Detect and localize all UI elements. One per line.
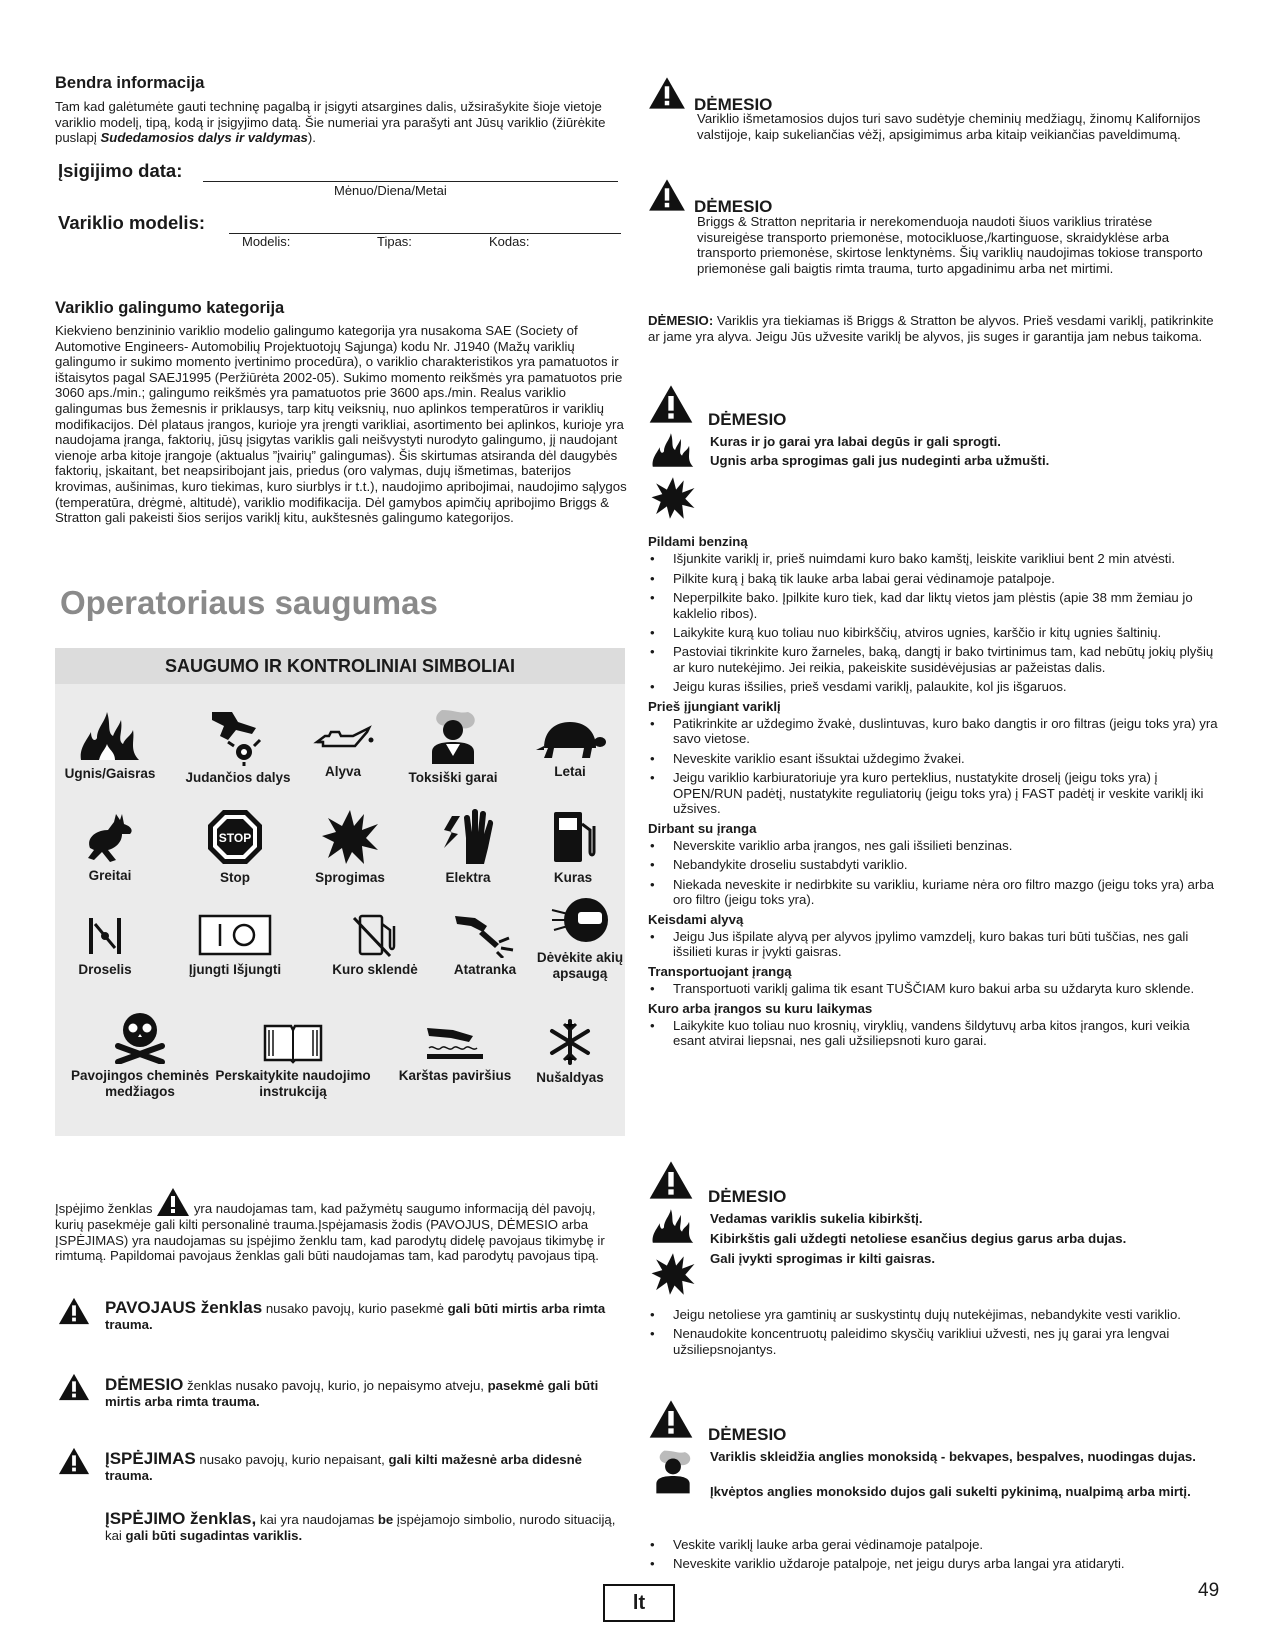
warning-definition: DĖMESIO ženklas nusako pavojų, kurio, jo nepaisymo atveju, pasekmė gali būti mirtis arba rimta trauma. (105, 1375, 599, 1409)
list-item: • Niekada neveskite ir nedirbkite su varikliu, kuriame nėra oro filtro mazgo (jeigu toks yra) arba oro filtro (jeigu toks yra). (648, 877, 1220, 908)
warning4-line1: Vedamas variklis sukelia kibirkštį. (710, 1211, 923, 1226)
warning2-alert-icon (648, 178, 686, 212)
list-item: • Nebandykite droseliu sustabdyti variklio. (648, 857, 1220, 872)
symbol-fuel-shutoff: Kuro sklendė (315, 912, 435, 978)
list-item: • Jeigu netoliese yra gamtinių ar suskystintų dujų nutekėjimas, nebandykite vesti variklio. (648, 1307, 1220, 1322)
code-hint: Kodas: (489, 234, 530, 249)
purchase-date-label: Įsigijimo data: (58, 160, 183, 181)
warning1-text: Variklio išmetamosios dujos turi savo sudėtyje cheminių medžiagų, žinomų Kalifornijos valstijoje, kaip sukeliančias vėžį, apsigimimus arba kitaip veikiančias paveldimumą. (697, 111, 1201, 142)
purchase-date-line (203, 162, 618, 182)
storage-list (648, 1018, 1220, 1049)
symbol-stop: STOP Stop (180, 808, 290, 886)
manual-book-icon (261, 1020, 325, 1064)
stop-sign-icon (206, 808, 264, 866)
warning4-explosion-icon (650, 1250, 696, 1298)
general-info-title: Bendra informacija (55, 74, 205, 92)
general-info-text: Tam kad galėtumėte gauti techninę pagalbą ir įsigyti atsargines dalis, užsirašykite šioje vietoje variklio modelį, tipą, kodą ir įsigyjimo datą. Šie numeriai yra parašyti ant Jūsų variklio (žiūrėkite puslapį Sudedamosios dalys ir valdymas). (55, 99, 606, 146)
electric-shock-icon (438, 808, 498, 866)
warning2-text: Briggs & Stratton nepritaria ir nerekomenduoja naudoti šiuos variklius triratėse visureigėse transporto priemonėse, motocikluose,/kartinguose, skraidyklėse arba transporto priemonėse, skirtose lenktynėms. Šių variklių naudojimas tokiose transporto priemonėse gali baigtis rimta trauma, turto apgadinimu arba net mirtimi. (697, 214, 1203, 276)
fire-icon (77, 710, 143, 762)
list-item: • Jeigu kuras išsilies, prieš vesdami variklį, palaukite, kol jis išgaruos. (648, 679, 1220, 694)
symbol-frostbite: Nušaldyas (525, 1018, 615, 1086)
symbol-explosion: Sprogimas (300, 808, 400, 886)
list-item: • Pilkite kurą į baką tik lauke arba labai gerai vėdinamoje patalpoje. (648, 571, 1220, 586)
symbol-fast: Greitai (60, 812, 160, 884)
list-item: • Neverskite variklio arba įrangos, nes gali išsilieti benzinas. (648, 838, 1220, 853)
page-number: 49 (1198, 1580, 1220, 1601)
transport-title: Transportuojant įrangą (648, 963, 792, 979)
warning5-alert-icon (648, 1399, 694, 1439)
symbol-slow: Letai (525, 718, 615, 780)
symbol-chemicals: Pavojingos cheminės medžiagos (60, 1010, 220, 1100)
explosion-icon (320, 808, 380, 866)
caution-definition: ĮSPĖJIMAS nusako pavojų, kurio nepaisant, gali kilti mažesnė arba didesnė trauma. (105, 1449, 583, 1483)
warning5-list-wrap (648, 1537, 1220, 1576)
list-item: • Nenaudokite koncentruotų paleidimo skysčių varikliui užvesti, nes jų garai yra lengvai užsiliepsnojantys. (648, 1326, 1220, 1357)
warning1-title: DĖMESIO (694, 95, 773, 114)
warning5-line1: Variklis skleidžia anglies monoksidą - bekvapes, bespalves, nuodingas dujas. (710, 1449, 1196, 1464)
warning2-title: DĖMESIO (694, 197, 773, 216)
list-item: • Neveskite variklio esant išsuktai uždegimo žvakei. (648, 751, 1220, 766)
hot-surface-icon (423, 1024, 487, 1064)
fueling-list (648, 551, 1220, 694)
warning5-list (648, 1537, 1220, 1572)
warning3-alert-icon (648, 384, 694, 424)
oil-change-list (648, 929, 1220, 960)
warning4-alert-icon (648, 1160, 694, 1200)
symbol-oil: Alyva (303, 720, 383, 780)
list-item: • Neveskite variklio uždaroje patalpoje, net jeigu durys arba langai yra atidaryti. (648, 1556, 1220, 1571)
toxic-fumes-icon (424, 708, 482, 766)
list-item: • Transportuoti variklį galima tik esant TUŠČIAM kuro bakui arba su uždaryta kuro sklende. (648, 981, 1220, 996)
operating-title: Dirbant su įranga (648, 820, 757, 836)
section-title: Operatoriaus saugumas (60, 584, 438, 621)
warning4-list-wrap (648, 1307, 1220, 1361)
symbol-moving-parts: Judančios dalys (173, 710, 303, 786)
symbol-toxic-fumes: Toksiški garai (393, 708, 513, 786)
warning5-title: DĖMESIO (708, 1425, 787, 1444)
symbol-kickback: Atatranka (440, 912, 530, 978)
engine-model-line (229, 214, 621, 234)
list-item: • Laikykite kuo toliau nuo krosnių, viryklių, vandens šildytuvų arba kitos įrangos, kuri veikia esant atvirai liepsnai, nes gali užsiliepsnoti kuro garai. (648, 1018, 1220, 1049)
power-rating-text: Kiekvieno benzininio variklio modelio galingumo kategorija yra nusakoma SAE (Society of Automotive Engineers- Automobilių Projektuotojų Sąjunga) kodu Nr. J1940 (Mažų variklių galingumo ir sukimo momento įvertinimo procedūra), o variklio charakteristikos yra pamatuotos ir ištaisytos pagal SAEJ1995 (Peržiūrėta 2002-05). Sukimo momento reikšmės yra pamatuotos prie 3060 aps./min.; galingumo reikšmės yra pamatuotos prie 3600 aps./min. Realus variklio galingumas bus žemesnis ir priklausys, tarp kitų veiksnių, nuo aplinkos temperatūros ir variklių modifikacijos. Dėl plataus įrangos, kurioje yra įrengti varikliai, asortimento bei aplinkos, kurioje yra naudojama įranga, faktorių, jūsų įsigytas variklis gali neišvystyti nurodyto galingumo, jį naudojant vienoje arba kitoje įrangoje (aktualus ”įvairių” galingumas). Šis skirtumas atsiranda dėl daugybės faktorių, įskaitant, bet neapsiribojant jais, priedus (oro valymas, dujų išmetimas, baterijos krovimas, aušinimas, kuro tiekimas, kuro siurblys ir t.t.), naudojimo apribojimai, naudojimo sąlygos (temperatūra, drėgmė, altitudė), variklio modifikacija. Dėl gamybos apimčių apribojimo Briggs & Stratton gali pakeisti šios serijos variklį kitu, aukštesnės galingumo kategorijos. (55, 323, 627, 526)
warning3-line2: Ugnis arba sprogimas gali jus nudeginti arba užmušti. (710, 453, 1050, 468)
eye-protection-icon (550, 894, 610, 946)
oil-notice: DĖMESIO: Variklis yra tiekiamas iš Briggs & Stratton be alyvos. Prieš vesdami variklį, patikrinkite ar jame yra alyva. Jeigu Jūs užvesite variklį be alyvos, jis suges ir garantija jam nebus taikoma. (648, 313, 1214, 344)
warning1-alert-icon (648, 76, 686, 110)
danger-alert-icon (58, 1296, 90, 1326)
list-item: • Išjunkite variklį ir, prieš nuimdami kuro bako kamštį, leiskite varikliui bent 2 min atvėsti. (648, 551, 1220, 566)
symbol-on-off: Įjungti Išjungti (155, 912, 315, 978)
warning4-title: DĖMESIO (708, 1187, 787, 1206)
fuel-pump-icon (548, 808, 598, 866)
warning3-title: DĖMESIO (708, 410, 787, 429)
warning3-line1: Kuras ir jo garai yra labai degūs ir gali sprogti. (710, 434, 1001, 449)
symbol-electric: Elektra (423, 808, 513, 886)
notice-definition: ĮSPĖJIMO ženklas, kai yra naudojamas be įspėjamojo simbolio, nurodo situaciją, kai gali būti sugadintas variklis. (105, 1509, 616, 1543)
list-item: • Veskite variklį lauke arba gerai vėdinamoje patalpoje. (648, 1537, 1220, 1552)
symbol-eye-protection: Dėvėkite akių apsaugą (535, 894, 625, 982)
symbols-panel (55, 648, 625, 1136)
engine-model-label: Variklio modelis: (58, 212, 206, 233)
choke-icon (83, 912, 127, 958)
type-hint: Tipas: (377, 234, 412, 249)
moving-parts-icon (208, 710, 268, 766)
alert-symbol-intro: Įspėjimo ženklas yra naudojamas tam, kad pažymėtų saugumo informaciją dėl pavojų, kurių pasekmėje gali kilti personalinė trauma.Įspėjamasis žodis (PAVOJUS, DĖMESIO arba ĮSPĖJIMAS) yra naudojamas su įspėjimo ženklu tam, kad parodytų didelę pavojaus tikimybę ir rimtumą. Papildomai pavojaus ženklas gali būti naudojamas tam, kad parodytų pavojaus tipą. (55, 1187, 625, 1264)
fueling-title: Pildami benziną (648, 534, 748, 549)
warning4-line2: Kibirkštis gali uždegti netoliese esančius degius garus arba dujas. (710, 1231, 1127, 1246)
warning5-line2: Įkvėptos anglies monoksido dujos gali sukelti pykinimą, nualpimą arba mirtį. (710, 1484, 1191, 1499)
starting-title: Prieš įjungiant variklį (648, 698, 781, 714)
date-format-hint: Mėnuo/Diena/Metai (334, 183, 447, 198)
list-item: • Jeigu Jus išpilate alyvą per alyvos įpylimo vamzdelį, kuro bakas turi būti tuščias, nes gali išsilieti kuras ir įvykti gaisras. (648, 929, 1220, 960)
rabbit-icon (80, 812, 140, 864)
storage-title: Kuro arba įrangos su kuru laikymas (648, 1000, 873, 1016)
caution-alert-icon (58, 1446, 90, 1476)
svg-text:STOP: STOP (218, 831, 252, 845)
model-hint: Modelis: (242, 234, 291, 249)
symbol-choke: Droselis (60, 912, 150, 978)
turtle-icon (534, 718, 606, 760)
warning4-line3: Gali įvykti sprogimas ir kilti gaisras. (710, 1251, 936, 1266)
list-item: • Jeigu variklio karbiuratoriuje yra kuro perteklius, nustatykite droselį (jeigu toks yra) į OPEN/RUN padėtį, nustatykite reguliatorių (jeigu toks yra) į FAST padėtį ir veskite variklį iki užsives. (648, 770, 1220, 816)
warning3-fire-icon (650, 430, 696, 470)
danger-definition: PAVOJAUS ženklas nusako pavojų, kurio pasekmė gali būti mirtis arba rimta trauma. (105, 1298, 606, 1332)
language-tab: lt (603, 1584, 675, 1622)
warning4-list (648, 1307, 1220, 1357)
warning3-explosion-icon (650, 474, 696, 522)
transport-list (648, 981, 1220, 996)
list-item: • Pastoviai tikrinkite kuro žarneles, baką, dangtį ir bako tvirtinimus tam, kad nebūtų jokių plyšių ar kuro nutekėjimo. Jei reikia, pakeiskite susidėvėjusias ar pažeistas dalis. (648, 644, 1220, 675)
on-off-icon (198, 912, 272, 958)
symbol-fire: Ugnis/Gaisras (60, 710, 160, 782)
list-item: • Neperpilkite bako. Įpilkite kuro tiek, kad dar liktų vietos jam plėstis (apie 38 mm žemiau jo kaklelio ribos). (648, 590, 1220, 621)
fuel-shutoff-icon (350, 912, 400, 958)
symbol-read-manual: Perskaitykite naudojimo instrukciją (213, 1020, 373, 1100)
warning5-fumes-icon (650, 1448, 696, 1496)
list-item: • Laikykite kurą kuo toliau nuo kibirkščių, atviros ugnies, karščio ir kitų ugnies šaltinių. (648, 625, 1220, 640)
fuel-safety-lists (648, 533, 1220, 1053)
snowflake-icon (546, 1018, 594, 1066)
symbol-hot-surface: Karštas paviršius (390, 1024, 520, 1084)
list-item: • Patikrinkite ar uždegimo žvakė, duslintuvas, kuro bako dangtis ir oro filtras (jeigu toks yra) yra savo vietose. (648, 716, 1220, 747)
starting-list (648, 716, 1220, 816)
kickback-icon (453, 912, 517, 958)
oil-can-icon (311, 720, 375, 760)
warning4-fire-icon (650, 1206, 696, 1246)
alert-triangle-icon (156, 1187, 190, 1217)
warning-alert-icon (58, 1372, 90, 1402)
operating-list (648, 838, 1220, 908)
symbol-fuel: Kuras (533, 808, 613, 886)
symbols-header: SAUGUMO IR KONTROLINIAI SIMBOLIAI (55, 648, 625, 684)
power-rating-title: Variklio galingumo kategorija (55, 299, 285, 317)
oil-change-title: Keisdami alyvą (648, 911, 744, 927)
skull-crossbones-icon (112, 1010, 168, 1064)
